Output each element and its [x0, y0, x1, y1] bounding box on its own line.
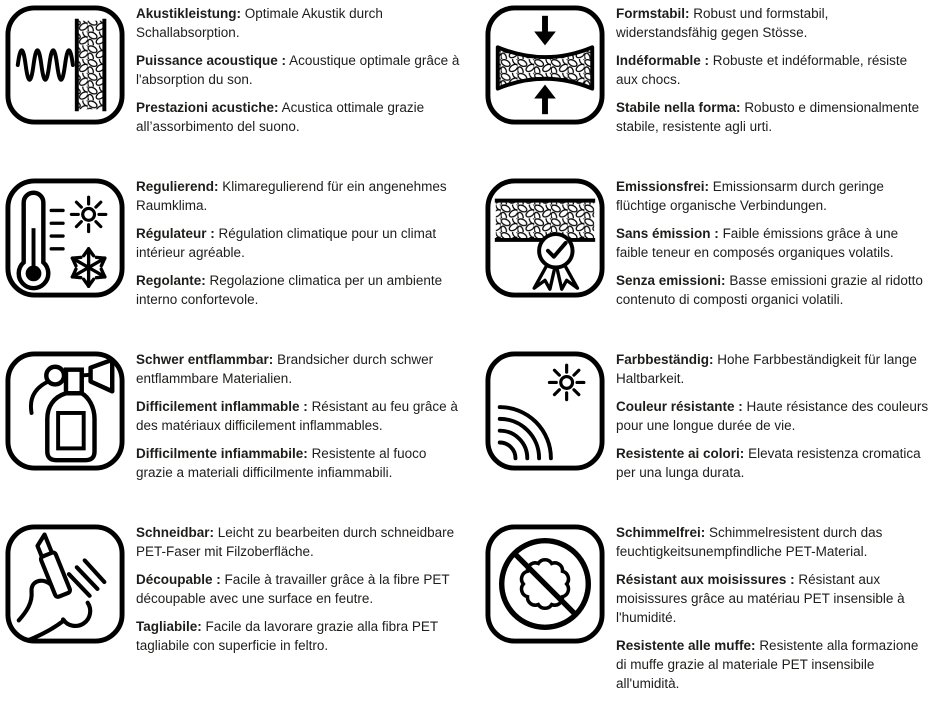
desc-de: Leicht zu bearbeiten durch schneidbare PET-Faser mit Filzoberfläche. [136, 525, 455, 559]
label-it: Resistente ai colori: [616, 446, 745, 461]
desc-fr: Haute résistance des couleurs pour une longue durée de vie. [616, 399, 929, 433]
paragraph-it [616, 444, 930, 482]
paragraph-it [616, 271, 930, 309]
color-fastness-icon [484, 350, 606, 472]
climate-regulating-icon-svg [4, 177, 126, 299]
desc-de: Optimale Akustik durch Schallabsorption. [136, 6, 383, 40]
desc-fr: Résistant au feu grâce à des matériaux difficilement inflammables. [136, 399, 458, 433]
label-fr: Indéformable : [616, 53, 710, 68]
desc-it: Acustica ottimale grazie all’assorbimento del suono. [136, 100, 425, 134]
paragraph-de [136, 177, 460, 215]
climate-regulating-icon [4, 177, 126, 299]
low-emission-icon-svg [484, 177, 606, 299]
paragraph-fr [616, 51, 930, 89]
feature-text [136, 4, 460, 145]
fire-extinguisher-icon [4, 350, 126, 472]
paragraph-fr [136, 570, 460, 608]
label-de: Akustikleistung: [136, 6, 242, 21]
tile-flame-retardant [4, 350, 460, 523]
paragraph-de [616, 350, 930, 388]
tile-shape-stability [484, 4, 932, 177]
desc-fr: Acoustique optimale grâce à l'absorption du son. [136, 53, 460, 87]
label-de: Emissionsfrei: [616, 179, 710, 194]
desc-it: Basse emissioni grazie al ridotto contenuto di composti organici volatili. [616, 273, 923, 307]
desc-fr: Faible émissions grâce à une faible teneur en composés organiques volatils. [616, 226, 899, 260]
paragraph-fr [616, 570, 930, 627]
paragraph-de [616, 4, 930, 42]
label-fr: Couleur résistante : [616, 399, 743, 414]
label-de: Regulierend: [136, 179, 219, 194]
desc-fr: Facile à travailler grâce à la fibre PET découpable avec une surface en feutre. [136, 572, 450, 606]
desc-it: Regolazione climatica per un ambiente interno confortevole. [136, 273, 443, 307]
tile-mold-free [484, 523, 932, 696]
paragraph-de [136, 523, 460, 561]
sound-absorption-icon-svg [4, 4, 126, 126]
feature-text [136, 523, 460, 664]
desc-fr: Régulation climatique pour un climat intérieur agréable. [136, 226, 437, 260]
paragraph-de [136, 4, 460, 42]
label-it: Stabile nella forma: [616, 100, 741, 115]
paragraph-de [616, 177, 930, 215]
feature-text [616, 4, 930, 145]
tile-climate-regulating [4, 177, 460, 350]
paragraph-de [136, 350, 460, 388]
label-de: Schwer entflammbar: [136, 352, 274, 367]
paragraph-it [136, 271, 460, 309]
paragraph-fr [136, 224, 460, 262]
label-it: Resistente alle muffe: [616, 638, 756, 653]
label-de: Formstabil: [616, 6, 690, 21]
hand-cutter-icon [4, 523, 126, 645]
paragraph-fr [616, 224, 930, 262]
desc-fr: Robuste et indéformable, résiste aux chocs. [616, 53, 908, 87]
shape-stability-icon-svg [484, 4, 606, 126]
feature-text [616, 523, 930, 702]
label-fr: Difficilement inflammable : [136, 399, 308, 414]
feature-text [136, 350, 460, 491]
shape-stability-icon [484, 4, 606, 126]
desc-it: Robusto e dimensionalmente stabile, resistente agli urti. [616, 100, 920, 134]
desc-it: Resistente alla formazione di muffe grazie al materiale PET insensibile all'umidità. [616, 638, 919, 691]
desc-de: Emissionsarm durch geringe flüchtige organische Verbindungen. [616, 179, 884, 213]
sound-absorption-icon [4, 4, 126, 126]
desc-de: Schimmelresistent durch das feuchtigkeitsunempfindliche PET-Material. [616, 525, 883, 559]
label-it: Regolante: [136, 273, 206, 288]
desc-fr: Résistant aux moisissures grâce au matériau PET insensible à l'humidité. [616, 572, 905, 625]
label-de: Schimmelfrei: [616, 525, 706, 540]
feature-text [616, 350, 930, 491]
desc-de: Hohe Farbbeständigkeit für lange Haltbarkeit. [616, 352, 917, 386]
label-de: Farbbeständig: [616, 352, 714, 367]
label-fr: Sans émission : [616, 226, 719, 241]
feature-text [136, 177, 460, 318]
tile-low-emission [484, 177, 932, 350]
paragraph-fr [136, 51, 460, 89]
desc-de: Klimaregulierend für ein angenehmes Raumklima. [136, 179, 447, 213]
paragraph-it [616, 636, 930, 693]
color-fastness-icon-svg [484, 350, 606, 472]
tile-sound-absorption [4, 4, 460, 177]
label-fr: Puissance acoustique : [136, 53, 287, 68]
no-mold-icon [484, 523, 606, 645]
paragraph-fr [616, 397, 930, 435]
paragraph-it [616, 98, 930, 136]
low-emission-icon [484, 177, 606, 299]
desc-de: Brandsicher durch schwer entflammbare Materialien. [136, 352, 434, 386]
fire-extinguisher-icon-svg [4, 350, 126, 472]
label-it: Tagliabile: [136, 619, 202, 634]
tile-color-fastness [484, 350, 932, 523]
tile-cuttable [4, 523, 460, 696]
paragraph-it [136, 444, 460, 482]
label-fr: Régulateur : [136, 226, 215, 241]
label-de: Schneidbar: [136, 525, 215, 540]
feature-text [616, 177, 930, 318]
label-it: Difficilmente infiammabile: [136, 446, 308, 461]
desc-it: Elevata resistenza cromatica per una lunga durata. [616, 446, 921, 480]
label-it: Prestazioni acustiche: [136, 100, 279, 115]
label-it: Senza emissioni: [616, 273, 726, 288]
paragraph-it [136, 617, 460, 655]
label-fr: Résistant aux moisissures : [616, 572, 795, 587]
desc-it: Facile da lavorare grazie alla fibra PET tagliabile con superficie in feltro. [136, 619, 438, 653]
paragraph-fr [136, 397, 460, 435]
paragraph-it [136, 98, 460, 136]
hand-cutter-icon-svg [4, 523, 126, 645]
paragraph-de [616, 523, 930, 561]
label-fr: Découpable : [136, 572, 221, 587]
desc-it: Resistente al fuoco grazie a materiali difficilmente infiammabili. [136, 446, 427, 480]
no-mold-icon-svg [484, 523, 606, 645]
desc-de: Robust und formstabil, widerstandsfähig gegen Stösse. [616, 6, 829, 40]
